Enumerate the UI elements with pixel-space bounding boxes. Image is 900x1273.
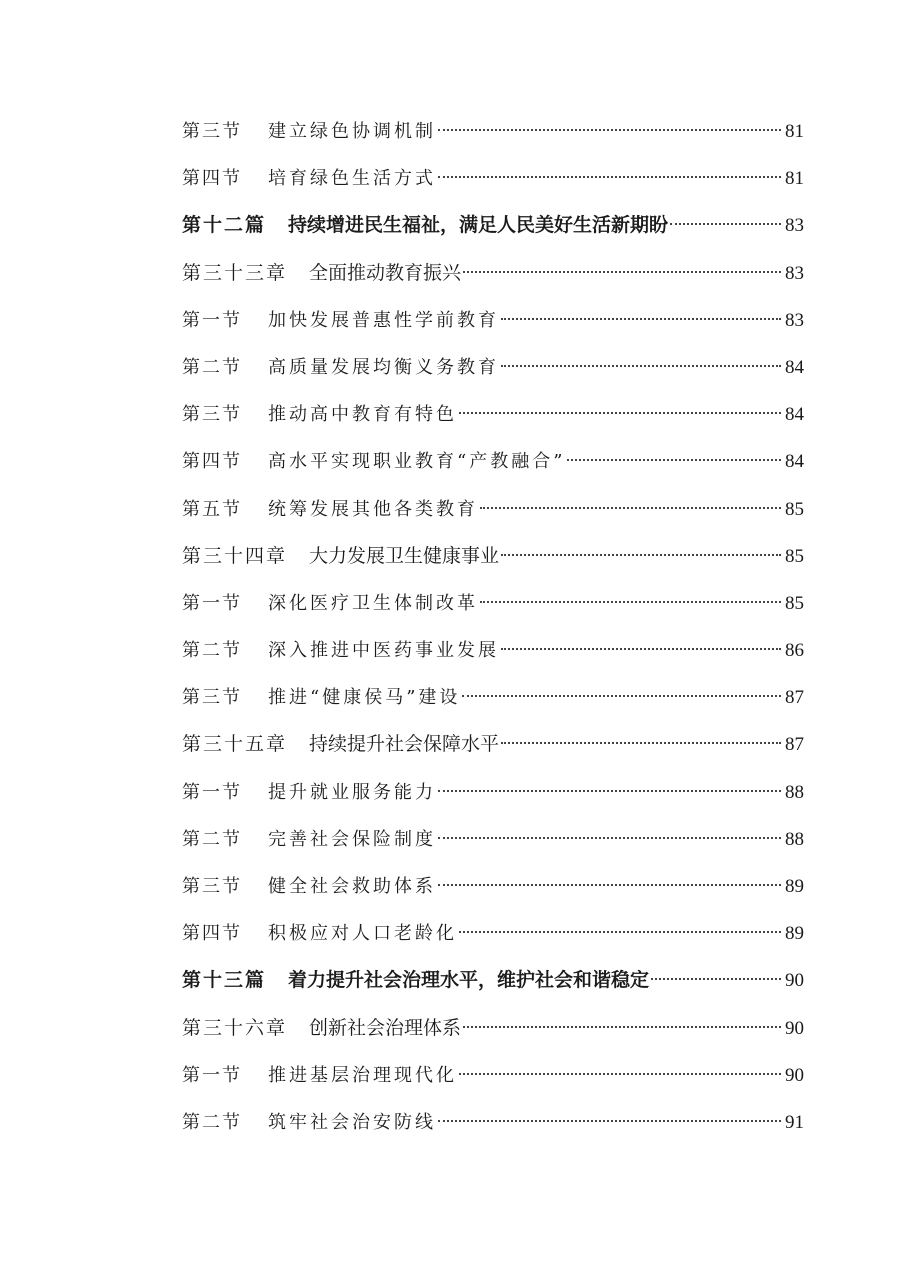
toc-entry-title: 提升就业服务能力 — [268, 781, 436, 803]
toc-entry-title: 推动高中教育有特色 — [268, 404, 457, 426]
toc-entry-page: 90 — [785, 970, 804, 992]
toc-entry-page: 91 — [785, 1111, 804, 1133]
toc-entry-section[interactable] — [182, 769, 804, 816]
dot-leader — [501, 742, 781, 744]
toc-entry-title: 深化医疗卫生体制改革 — [268, 592, 478, 614]
toc-entry-label: 第十三篇 — [182, 969, 267, 992]
toc-entry-title: 统筹发展其他各类教育 — [268, 498, 478, 520]
toc-entry-page: 90 — [785, 1064, 804, 1086]
toc-entry-label: 第二节 — [182, 828, 242, 850]
toc-entry-page: 81 — [785, 168, 804, 190]
dot-leader — [438, 176, 781, 178]
toc-entry-page: 84 — [785, 451, 804, 473]
toc-entry-page: 85 — [785, 498, 804, 520]
toc-entry-chapter[interactable] — [182, 250, 804, 297]
toc-entry-label: 第二节 — [182, 356, 242, 378]
toc-entry-title: 高水平实现职业教育“产教融合” — [268, 451, 566, 473]
toc-entry-section[interactable] — [182, 674, 804, 721]
toc-entry-label: 第三节 — [182, 404, 242, 426]
toc-entry-section[interactable] — [182, 297, 804, 344]
toc-entry-label: 第一节 — [182, 781, 242, 803]
dot-leader — [480, 601, 781, 603]
table-of-contents — [182, 108, 804, 1146]
dot-leader — [501, 365, 781, 367]
toc-entry-title: 着力提升社会治理水平，维护社会和谐稳定 — [288, 969, 650, 992]
toc-entry-page: 86 — [785, 640, 804, 662]
toc-entry-section[interactable] — [182, 1052, 804, 1099]
dot-leader — [670, 223, 781, 225]
toc-entry-title: 持续增进民生福祉，满足人民美好生活新期盼 — [288, 214, 669, 237]
toc-entry-title: 筑牢社会治安防线 — [268, 1111, 436, 1133]
toc-entry-page: 85 — [785, 545, 804, 567]
toc-entry-title: 推进“健康侯马”建设 — [268, 687, 461, 709]
toc-entry-page: 84 — [785, 404, 804, 426]
toc-entry-label: 第四节 — [182, 168, 242, 190]
dot-leader — [501, 554, 781, 556]
dot-leader — [438, 837, 781, 839]
toc-entry-part[interactable] — [182, 202, 804, 249]
toc-entry-page: 87 — [785, 687, 804, 709]
dot-leader — [459, 412, 781, 414]
toc-entry-section[interactable] — [182, 486, 804, 533]
dot-leader — [501, 648, 781, 650]
toc-entry-title: 全面推动教育振兴 — [309, 261, 462, 284]
toc-entry-label: 第三十三章 — [182, 261, 288, 284]
toc-entry-page: 84 — [785, 356, 804, 378]
toc-entry-page: 83 — [785, 309, 804, 331]
toc-entry-label: 第三节 — [182, 687, 242, 709]
dot-leader — [438, 129, 781, 131]
toc-entry-title: 创新社会治理体系 — [309, 1016, 462, 1039]
toc-entry-section[interactable] — [182, 910, 804, 957]
toc-entry-section[interactable] — [182, 863, 804, 910]
toc-entry-label: 第十二篇 — [182, 214, 267, 237]
toc-entry-label: 第二节 — [182, 640, 242, 662]
toc-entry-label: 第一节 — [182, 592, 242, 614]
toc-entry-label: 第二节 — [182, 1111, 242, 1133]
toc-entry-section[interactable] — [182, 344, 804, 391]
dot-leader — [480, 507, 781, 509]
dot-leader — [501, 318, 781, 320]
toc-entry-page: 89 — [785, 923, 804, 945]
toc-entry-title: 积极应对人口老龄化 — [268, 923, 457, 945]
toc-entry-label: 第四节 — [182, 923, 242, 945]
dot-leader — [438, 884, 781, 886]
dot-leader — [438, 790, 781, 792]
dot-leader — [462, 695, 781, 697]
toc-entry-label: 第五节 — [182, 498, 242, 520]
dot-leader — [438, 1120, 781, 1122]
toc-entry-title: 完善社会保险制度 — [268, 828, 436, 850]
toc-entry-chapter[interactable] — [182, 1005, 804, 1052]
toc-entry-section[interactable] — [182, 155, 804, 202]
toc-entry-page: 85 — [785, 592, 804, 614]
toc-entry-title: 深入推进中医药事业发展 — [268, 640, 499, 662]
dot-leader — [567, 459, 781, 461]
dot-leader — [459, 931, 781, 933]
toc-entry-title: 加快发展普惠性学前教育 — [268, 309, 499, 331]
toc-entry-chapter[interactable] — [182, 721, 804, 768]
toc-entry-label: 第三十四章 — [182, 544, 288, 567]
toc-entry-page: 88 — [785, 828, 804, 850]
toc-entry-page: 90 — [785, 1017, 804, 1039]
toc-entry-label: 第一节 — [182, 309, 242, 331]
toc-entry-title: 建立绿色协调机制 — [268, 121, 436, 142]
toc-entry-page: 88 — [785, 781, 804, 803]
dot-leader — [463, 271, 781, 273]
dot-leader — [651, 978, 781, 980]
toc-entry-section[interactable] — [182, 580, 804, 627]
toc-entry-chapter[interactable] — [182, 533, 804, 580]
toc-entry-title: 大力发展卫生健康事业 — [309, 544, 500, 567]
toc-entry-title: 持续提升社会保障水平 — [309, 733, 500, 756]
toc-entry-section[interactable] — [182, 108, 804, 155]
toc-entry-section[interactable] — [182, 1099, 804, 1146]
toc-entry-section[interactable] — [182, 391, 804, 438]
toc-entry-page: 81 — [785, 121, 804, 142]
toc-entry-label: 第三十五章 — [182, 733, 288, 756]
toc-entry-title: 高质量发展均衡义务教育 — [268, 356, 499, 378]
toc-entry-page: 83 — [785, 215, 804, 237]
toc-entry-label: 第三节 — [182, 121, 242, 142]
toc-entry-page: 87 — [785, 734, 804, 756]
dot-leader — [459, 1073, 781, 1075]
toc-entry-title: 健全社会救助体系 — [268, 876, 436, 897]
toc-entry-section[interactable] — [182, 816, 804, 863]
dot-leader — [463, 1026, 781, 1028]
toc-entry-section[interactable] — [182, 438, 804, 485]
toc-entry-part[interactable] — [182, 957, 804, 1004]
toc-entry-label: 第四节 — [182, 451, 242, 473]
toc-entry-label: 第三十六章 — [182, 1016, 288, 1039]
toc-entry-label: 第一节 — [182, 1064, 242, 1086]
toc-entry-label: 第三节 — [182, 876, 242, 897]
toc-entry-title: 推进基层治理现代化 — [268, 1064, 457, 1086]
toc-entry-page: 83 — [785, 262, 804, 284]
toc-entry-title: 培育绿色生活方式 — [268, 168, 436, 190]
toc-entry-section[interactable] — [182, 627, 804, 674]
toc-entry-page: 89 — [785, 876, 804, 897]
